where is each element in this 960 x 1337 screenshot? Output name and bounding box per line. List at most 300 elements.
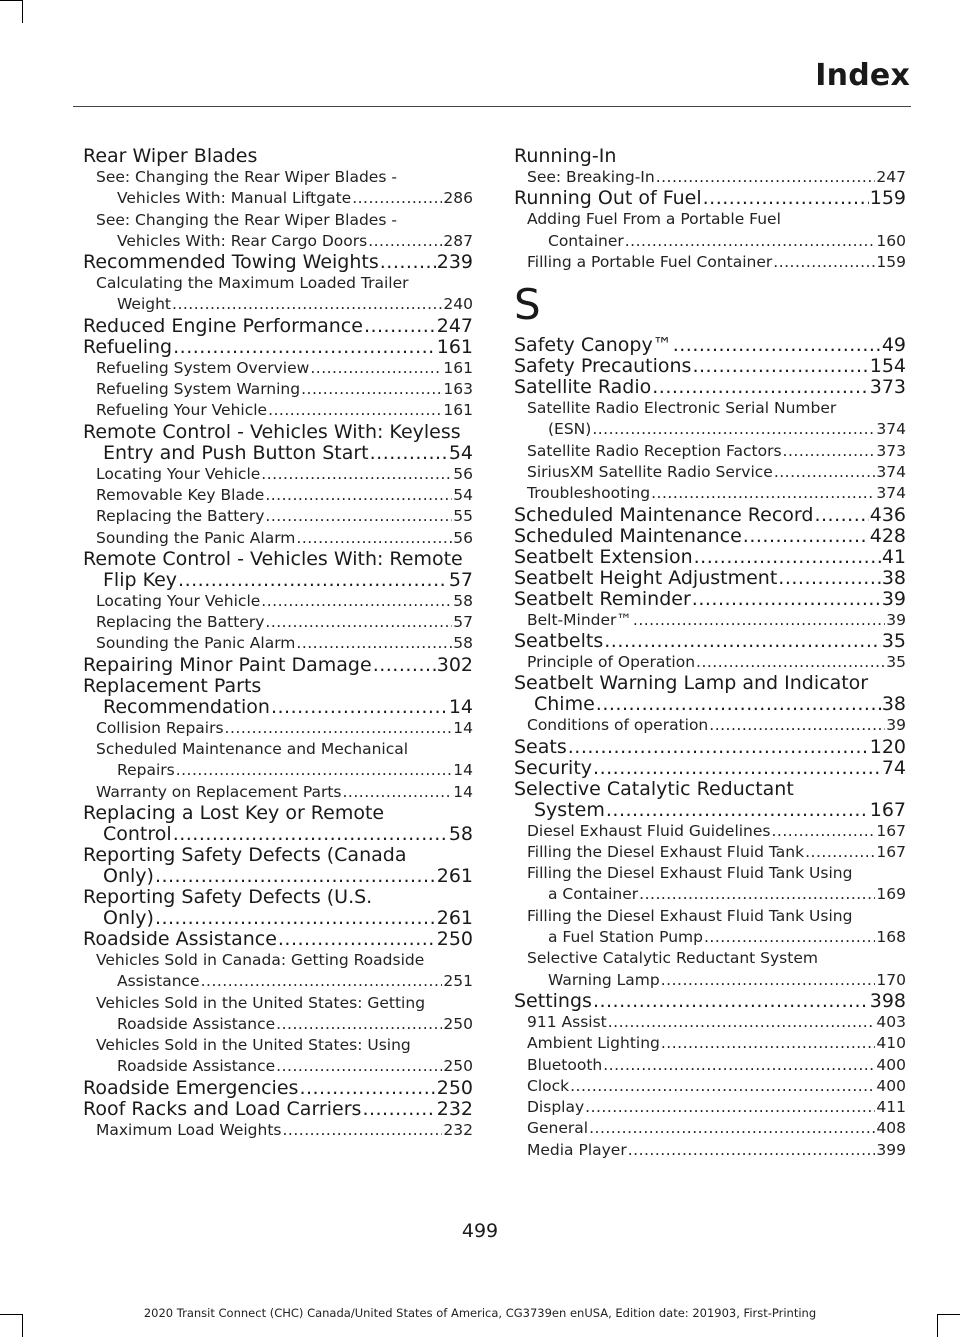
dot-leader: [364, 316, 436, 337]
dot-leader: [155, 908, 436, 929]
index-entry[interactable]: [83, 1078, 473, 1099]
entry-label: Replacing the Battery: [96, 507, 265, 526]
index-subentry[interactable]: [83, 358, 473, 379]
dot-leader: [673, 335, 881, 356]
entry-label: Security: [514, 756, 593, 779]
dot-leader: [310, 358, 442, 379]
index-subentry-heading: Vehicles Sold in Canada: Getting Roadside: [96, 950, 425, 969]
index-subentry[interactable]: [514, 1076, 906, 1097]
dot-leader: [628, 1140, 876, 1161]
entry-label: Refueling: [83, 335, 173, 358]
index-entry[interactable]: [83, 697, 473, 718]
page-reference: 161: [436, 335, 473, 358]
entry-label: Roadside Assistance: [83, 927, 277, 950]
page-reference: 261: [436, 864, 473, 887]
entry-label: SiriusXM Satellite Radio Service: [527, 463, 773, 482]
dot-leader: [585, 1097, 875, 1118]
entry-label: Conditions of operation: [527, 716, 709, 735]
entry-label: Filling the Diesel Exhaust Fluid Tank: [527, 842, 805, 861]
page-reference: 35: [881, 629, 906, 652]
dot-leader: [783, 441, 876, 462]
page-reference: 38: [881, 693, 906, 716]
dot-leader: [774, 462, 876, 483]
dot-leader: [743, 526, 869, 547]
dot-leader: [265, 485, 452, 506]
page-reference: 56: [453, 464, 473, 483]
index-subentry-heading: Adding Fuel From a Portable Fuel: [527, 210, 781, 229]
dot-leader: [703, 188, 869, 209]
entry-label: Safety Canopy™: [514, 334, 672, 357]
page-reference: 39: [886, 610, 906, 629]
page-reference: 167: [876, 821, 906, 840]
index-entry[interactable]: [83, 908, 473, 929]
page-reference: 302: [436, 653, 473, 676]
dot-leader: [652, 377, 868, 398]
dot-leader: [373, 655, 436, 676]
entry-label: Recommended Towing Weights: [83, 251, 379, 274]
index-entry[interactable]: [514, 526, 906, 547]
entry-label: Seats: [514, 735, 567, 758]
index-subentry[interactable]: [514, 1140, 906, 1161]
page-reference: 39: [886, 716, 906, 735]
index-subentry-heading: Filling the Diesel Exhaust Fluid Tank Using: [527, 864, 853, 883]
page-reference: 410: [876, 1034, 906, 1053]
page-reference: 250: [443, 1057, 473, 1076]
index-entry[interactable]: [514, 356, 906, 377]
dot-leader: [656, 167, 876, 188]
page-reference: 163: [443, 380, 473, 399]
index-entry[interactable]: [83, 824, 473, 845]
dot-leader: [692, 589, 881, 610]
dot-leader: [568, 737, 869, 758]
page-reference: 41: [881, 545, 906, 568]
dot-leader: [368, 231, 442, 252]
page-reference: 14: [453, 718, 473, 737]
page-reference: 374: [876, 420, 906, 439]
index-subentry[interactable]: [514, 462, 906, 483]
page-reference: 247: [436, 314, 473, 337]
page-reference: 436: [869, 503, 906, 526]
index-entry[interactable]: [514, 758, 906, 779]
index-entry-heading: Seatbelt Warning Lamp and Indicator: [514, 672, 869, 695]
page-reference: 286: [443, 189, 473, 208]
dot-leader: [606, 800, 869, 821]
page-reference: 403: [876, 1012, 906, 1031]
page-reference: 49: [881, 334, 906, 357]
entry-label: Safety Precautions: [514, 355, 692, 378]
index-entry-heading: Reporting Safety Defects (Canada: [83, 843, 407, 866]
entry-label: a Fuel Station Pump: [548, 928, 703, 947]
page-reference: 54: [448, 441, 473, 464]
index-subentry[interactable]: [514, 1033, 906, 1054]
dot-leader: [778, 568, 881, 589]
index-subentry[interactable]: [514, 842, 906, 863]
page-reference: 55: [453, 507, 473, 526]
index-entry-heading: Running-In: [514, 145, 617, 167]
dot-leader: [593, 991, 869, 1012]
index-subentry-heading: Selective Catalytic Reductant System: [527, 949, 818, 968]
dot-leader: [692, 356, 868, 377]
entry-label: Collision Repairs: [96, 718, 224, 737]
entry-label: General: [527, 1119, 589, 1138]
index-subentry[interactable]: [83, 718, 473, 739]
entry-label: Principle of Operation: [527, 652, 696, 671]
index-subentry[interactable]: [514, 483, 906, 504]
entry-label: Clock: [527, 1076, 570, 1095]
entry-label: Satellite Radio Reception Factors: [527, 441, 782, 460]
page-reference: 251: [443, 972, 473, 991]
entry-label: Replacing the Battery: [96, 613, 265, 632]
index-entry[interactable]: [514, 547, 906, 568]
entry-label: Roadside Emergencies: [83, 1076, 299, 1099]
dot-leader: [155, 866, 436, 887]
entry-label: Locating Your Vehicle: [96, 591, 261, 610]
dot-leader: [696, 652, 885, 673]
page-reference: 38: [881, 566, 906, 589]
entry-label: Locating Your Vehicle: [96, 464, 261, 483]
index-entry[interactable]: [83, 655, 473, 676]
page-reference: 169: [876, 885, 906, 904]
index-subentry[interactable]: [514, 1012, 906, 1033]
dot-leader: [278, 929, 436, 950]
dot-leader: [173, 824, 448, 845]
entry-label: Assistance: [117, 972, 200, 991]
index-subentry-heading: Satellite Radio Electronic Serial Number: [527, 399, 837, 418]
dot-leader: [178, 570, 448, 591]
index-subentry[interactable]: [83, 464, 473, 485]
entry-label: Flip Key: [103, 568, 178, 591]
dot-leader: [276, 1014, 442, 1035]
dot-leader: [261, 464, 452, 485]
dot-leader: [772, 821, 876, 842]
index-entry[interactable]: [514, 991, 906, 1012]
entry-label: Entry and Push Button Start: [103, 441, 369, 464]
page-reference: 168: [876, 928, 906, 947]
index-subentry-heading: Scheduled Maintenance and Mechanical: [96, 740, 409, 759]
index-entry-heading: Replacement Parts: [83, 674, 262, 697]
entry-label: Sounding the Panic Alarm: [96, 528, 296, 547]
page-reference: 247: [876, 168, 906, 186]
entry-label: Control: [103, 822, 172, 845]
index-subentry[interactable]: [514, 1118, 906, 1139]
entry-label: Refueling Your Vehicle: [96, 401, 268, 420]
index-entry-heading: Remote Control - Vehicles With: Keyless: [83, 420, 461, 443]
index-subentry[interactable]: [83, 379, 473, 400]
entry-label: Display: [527, 1098, 585, 1117]
entry-label: Satellite Radio: [514, 376, 652, 399]
dot-leader: [283, 1120, 443, 1141]
dot-leader: [265, 506, 452, 527]
page-reference: 374: [876, 484, 906, 503]
dot-leader: [265, 612, 452, 633]
page-reference: 54: [453, 485, 473, 504]
page-reference: 428: [869, 524, 906, 547]
index-subentry[interactable]: [514, 715, 906, 736]
index-entry-heading: Rear Wiper Blades: [83, 145, 258, 167]
entry-label: Weight: [117, 295, 172, 314]
index-subentry[interactable]: [514, 231, 906, 252]
page-reference: 35: [886, 652, 906, 671]
entry-label: Warning Lamp: [548, 970, 660, 989]
index-entry-heading: Reporting Safety Defects (U.S.: [83, 885, 373, 908]
page-reference: 400: [876, 1055, 906, 1074]
index-entry[interactable]: [83, 443, 473, 464]
entry-label: System: [534, 798, 605, 821]
index-column-left: [83, 146, 473, 1141]
dot-leader: [593, 758, 881, 779]
page-reference: 159: [876, 252, 906, 271]
dot-leader: [176, 760, 453, 781]
entry-label: Recommendation: [103, 695, 270, 718]
index-subentry[interactable]: [514, 419, 906, 440]
entry-label: Filling a Portable Fuel Container: [527, 252, 773, 271]
index-subentry[interactable]: [83, 400, 473, 421]
page-reference: 399: [876, 1140, 906, 1159]
page-reference: 398: [869, 989, 906, 1012]
dot-leader: [173, 337, 436, 358]
page-reference: 261: [436, 906, 473, 929]
dot-leader: [633, 610, 885, 631]
page-reference: 58: [453, 634, 473, 653]
dot-leader: [661, 1033, 876, 1054]
index-subentry-heading: See: Changing the Rear Wiper Blades -: [96, 210, 397, 229]
index-subentry[interactable]: [83, 231, 473, 252]
index-entry[interactable]: [514, 694, 906, 715]
index-subentry[interactable]: [83, 294, 473, 315]
dot-leader: [592, 419, 875, 440]
page-reference: 250: [436, 1076, 473, 1099]
entry-label: Roadside Assistance: [117, 1057, 276, 1076]
index-entry[interactable]: [83, 1099, 473, 1120]
entry-label: Seatbelts: [514, 629, 604, 652]
index-entry[interactable]: [514, 505, 906, 526]
index-entry[interactable]: [83, 866, 473, 887]
entry-label: Bluetooth: [527, 1055, 603, 1074]
entry-label: Seatbelt Reminder: [514, 587, 691, 610]
dot-leader: [661, 970, 876, 991]
entry-label: Roof Racks and Load Carriers: [83, 1097, 362, 1120]
dot-leader: [296, 633, 452, 654]
page-reference: 232: [443, 1120, 473, 1139]
entry-label: Diesel Exhaust Fluid Guidelines: [527, 821, 771, 840]
entry-label: Media Player: [527, 1140, 627, 1159]
footer-edition-info: 2020 Transit Connect (CHC) Canada/United States of America, CG3739en enUSA, Edition date: 201903, First-Printing: [143, 1306, 817, 1320]
dot-leader: [694, 547, 881, 568]
dot-leader: [709, 715, 885, 736]
dot-leader: [201, 971, 443, 992]
index-subentry[interactable]: [83, 188, 473, 209]
dot-leader: [589, 1118, 875, 1139]
index-entry[interactable]: [514, 589, 906, 610]
dot-leader: [570, 1076, 875, 1097]
dot-leader: [268, 400, 442, 421]
index-subentry[interactable]: [514, 441, 906, 462]
page-reference: 411: [876, 1098, 906, 1117]
page-reference: 239: [436, 251, 473, 274]
index-entry[interactable]: [514, 568, 906, 589]
dot-leader: [271, 697, 448, 718]
entry-label: Warranty on Replacement Parts: [96, 782, 342, 801]
entry-label: Vehicles With: Rear Cargo Doors: [117, 231, 368, 250]
page-reference: 408: [876, 1119, 906, 1138]
index-subentry[interactable]: [514, 652, 906, 673]
index-subentry[interactable]: [83, 591, 473, 612]
index-subentry-heading: Filling the Diesel Exhaust Fluid Tank Using: [527, 906, 853, 925]
index-subentry[interactable]: [83, 971, 473, 992]
index-subentry-heading: Calculating the Maximum Loaded Trailer: [96, 274, 409, 293]
dot-leader: [299, 1078, 435, 1099]
entry-label: Maximum Load Weights: [96, 1120, 282, 1139]
page-reference: 250: [436, 927, 473, 950]
entry-label: Belt-Minder™: [527, 610, 632, 629]
index-subentry-heading: See: Changing the Rear Wiper Blades -: [96, 168, 397, 186]
page-reference: 167: [869, 798, 906, 821]
dot-leader: [296, 528, 452, 549]
dot-leader: [276, 1056, 442, 1077]
page-reference: 373: [869, 376, 906, 399]
index-subentry[interactable]: [83, 528, 473, 549]
dot-leader: [805, 842, 875, 863]
entry-label: Seatbelt Height Adjustment: [514, 566, 778, 589]
dot-leader: [343, 782, 453, 803]
index-subentry-heading: Vehicles Sold in the United States: Using: [96, 1036, 411, 1055]
entry-label: Running Out of Fuel: [514, 187, 702, 210]
entry-label: Repairs: [117, 761, 175, 780]
page-reference: 250: [443, 1014, 473, 1033]
dot-leader: [172, 294, 442, 315]
page-title: Index: [815, 58, 910, 93]
entry-label: Only): [103, 906, 154, 929]
dot-leader: [362, 1099, 435, 1120]
index-subentry[interactable]: [514, 252, 906, 273]
entry-label: (ESN): [548, 420, 592, 439]
dot-leader: [380, 252, 436, 273]
entry-label: Sounding the Panic Alarm: [96, 634, 296, 653]
entry-label: Only): [103, 864, 154, 887]
entry-label: Refueling System Warning: [96, 380, 301, 399]
dot-leader: [370, 443, 448, 464]
page-reference: 232: [436, 1097, 473, 1120]
index-entry[interactable]: [514, 335, 906, 356]
page-reference: 159: [869, 187, 906, 210]
page-number: 499: [461, 1220, 499, 1242]
page-reference: 240: [443, 295, 473, 314]
page-reference: 74: [881, 756, 906, 779]
page-reference: 373: [876, 441, 906, 460]
page-reference: 400: [876, 1076, 906, 1095]
page-reference: 58: [448, 822, 473, 845]
index-section-letter: S: [514, 280, 541, 330]
dot-leader: [301, 379, 442, 400]
page-reference: 161: [443, 358, 473, 377]
index-subentry[interactable]: [514, 167, 906, 188]
entry-label: Scheduled Maintenance Record: [514, 503, 814, 526]
entry-label: a Container: [548, 885, 639, 904]
entry-label: Seatbelt Extension: [514, 545, 693, 568]
crop-mark: [22, 0, 23, 23]
entry-label: Ambient Lighting: [527, 1034, 660, 1053]
index-entry-heading: Remote Control - Vehicles With: Remote: [83, 547, 463, 570]
page-reference: 57: [448, 568, 473, 591]
dot-leader: [608, 1012, 876, 1033]
entry-label: Reduced Engine Performance: [83, 314, 363, 337]
entry-label: Repairing Minor Paint Damage: [83, 653, 372, 676]
page-reference: 57: [453, 613, 473, 632]
index-subentry[interactable]: [514, 970, 906, 991]
index-subentry-heading: Vehicles Sold in the United States: Getting: [96, 993, 426, 1012]
index-subentry[interactable]: [83, 1120, 473, 1141]
entry-label: 911 Assist: [527, 1012, 607, 1031]
index-entry[interactable]: [514, 737, 906, 758]
index-entry[interactable]: [83, 929, 473, 950]
title-divider: [73, 106, 911, 107]
index-entry[interactable]: [514, 188, 906, 209]
dot-leader: [625, 231, 876, 252]
index-subentry[interactable]: [83, 633, 473, 654]
index-subentry[interactable]: [83, 1056, 473, 1077]
index-subentry[interactable]: [83, 612, 473, 633]
page-reference: 14: [448, 695, 473, 718]
entry-label: Scheduled Maintenance: [514, 524, 742, 547]
index-subentry[interactable]: [83, 485, 473, 506]
page-reference: 58: [453, 591, 473, 610]
index-subentry[interactable]: [514, 1055, 906, 1076]
index-subentry[interactable]: [514, 821, 906, 842]
index-subentry[interactable]: [514, 884, 906, 905]
entry-label: Vehicles With: Manual Liftgate: [117, 189, 352, 208]
index-entry-heading: Selective Catalytic Reductant: [514, 777, 794, 800]
page-reference: 167: [876, 842, 906, 861]
index-subentry[interactable]: [83, 760, 473, 781]
index-subentry[interactable]: [83, 782, 473, 803]
index-subentry[interactable]: [514, 1097, 906, 1118]
dot-leader: [261, 591, 452, 612]
dot-leader: [704, 927, 875, 948]
index-subentry[interactable]: [83, 1014, 473, 1035]
dot-leader: [814, 505, 868, 526]
index-subentry[interactable]: [514, 927, 906, 948]
dot-leader: [773, 252, 875, 273]
index-entry[interactable]: [83, 316, 473, 337]
page-reference: 374: [876, 463, 906, 482]
page-reference: 14: [453, 782, 473, 801]
index-entry[interactable]: [83, 252, 473, 273]
page-reference: 14: [453, 761, 473, 780]
dot-leader: [604, 631, 881, 652]
index-subentry[interactable]: [83, 506, 473, 527]
dot-leader: [225, 718, 453, 739]
page-reference: 56: [453, 528, 473, 547]
index-subentry[interactable]: [514, 610, 906, 631]
dot-leader: [603, 1055, 875, 1076]
page-reference: 120: [869, 735, 906, 758]
index-entry[interactable]: [83, 337, 473, 358]
page-reference: 161: [443, 401, 473, 420]
index-entry[interactable]: [514, 800, 906, 821]
index-entry[interactable]: [83, 570, 473, 591]
entry-label: Roadside Assistance: [117, 1014, 276, 1033]
entry-label: Troubleshooting: [527, 484, 651, 503]
entry-label: Container: [548, 231, 624, 250]
entry-label: Refueling System Overview: [96, 358, 310, 377]
page-reference: 154: [869, 355, 906, 378]
page-reference: 160: [876, 231, 906, 250]
index-entry[interactable]: [514, 631, 906, 652]
index-column-right: [514, 146, 906, 1161]
index-entry[interactable]: [514, 377, 906, 398]
entry-label: Chime: [534, 693, 595, 716]
page-reference: 287: [443, 231, 473, 250]
